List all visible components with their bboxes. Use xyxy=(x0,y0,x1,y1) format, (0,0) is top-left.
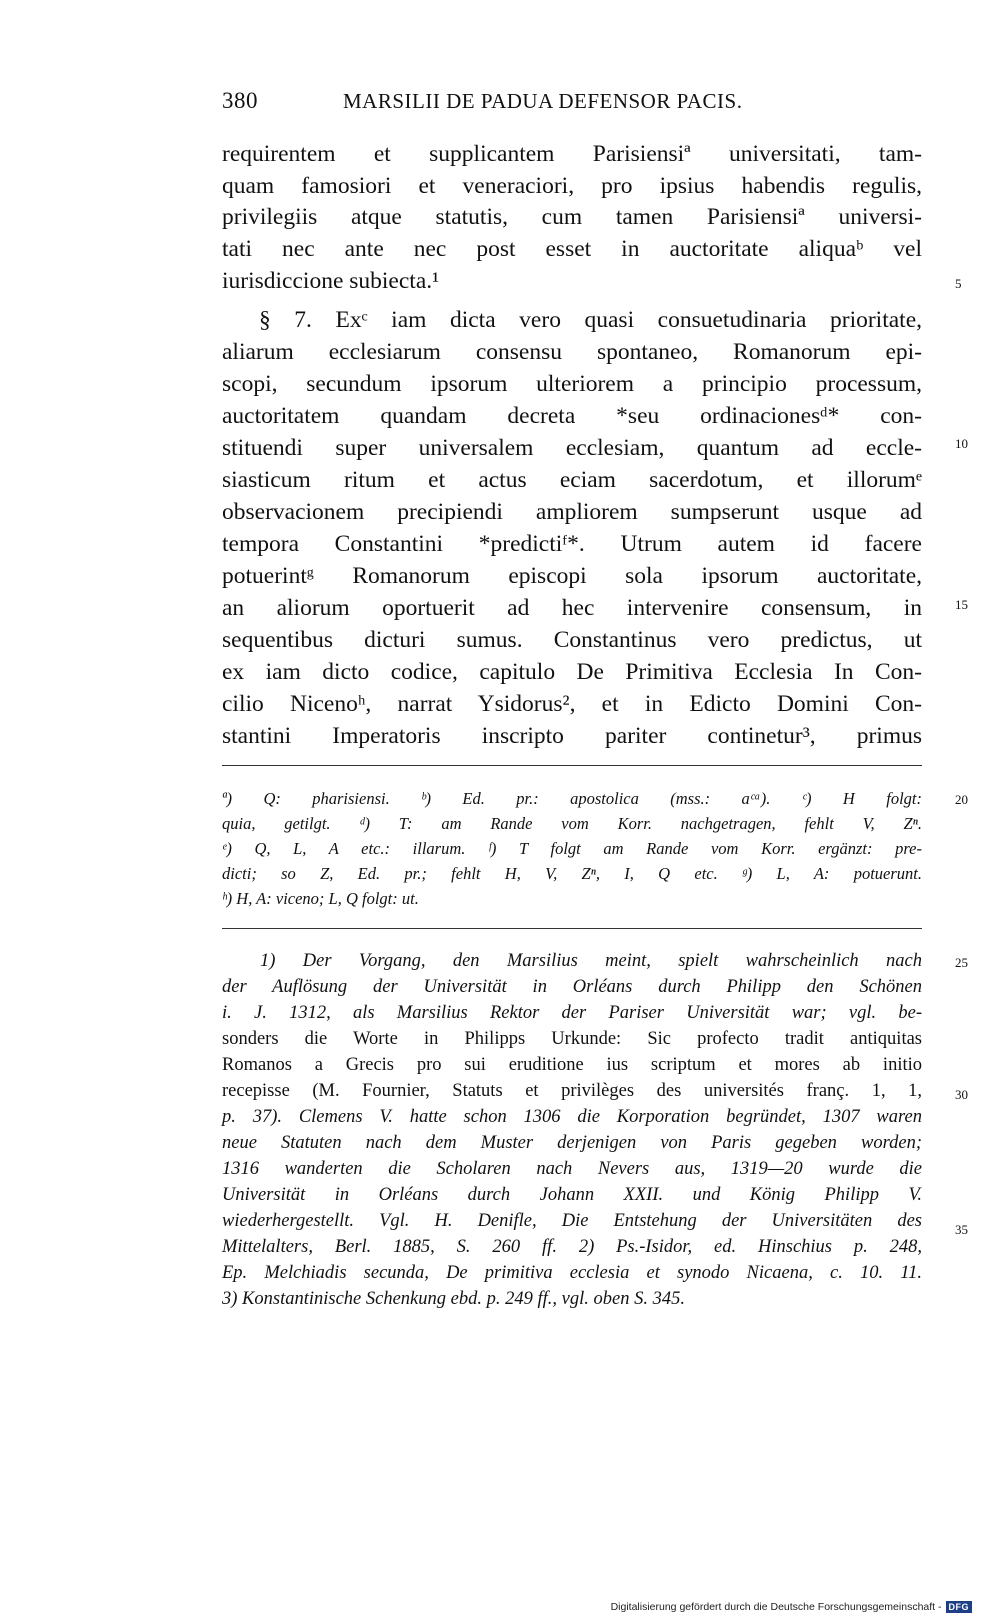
text-line: siasticum ritum et actus eciam sacerdotum, et illorumᵉ xyxy=(222,467,922,493)
text-line: sequentibus dicturi sumus. Constantinus vero predictus, ut xyxy=(222,627,922,653)
commentary-line: Mittelalters, Berl. 1885, S. 260 ff. 2) Ps.-Isidor, ed. Hinschius p. 248, xyxy=(222,1237,922,1257)
text-line: tempora Constantini *predictiᶠ*. Utrum autem id facere xyxy=(222,531,922,557)
commentary-line: wiederhergestellt. Vgl. H. Denifle, Die Entstehung der Universitäten des xyxy=(222,1211,922,1231)
text-line: § 7. Exᶜ iam dicta vero quasi consuetudinaria prioritate, xyxy=(259,307,922,333)
variant-note-line: ʰ) H, A: viceno; L, Q folgt: ut. xyxy=(222,889,419,908)
text-line: quam famosiori et veneraciori, pro ipsius habendis regulis, xyxy=(222,173,922,199)
credit-text: Digitalisierung gefördert durch die Deutsche Forschungsgemeinschaft - xyxy=(610,1601,942,1613)
line-number: 20 xyxy=(955,792,968,807)
commentary-line: Universität in Orléans durch Johann XXII. und König Philipp V. xyxy=(222,1185,922,1205)
text-line: auctoritatem quandam decreta *seu ordinacionesᵈ* con- xyxy=(222,403,922,429)
commentary-line: 1) Der Vorgang, den Marsilius meint, spielt wahrscheinlich nach xyxy=(260,951,922,971)
commentary-line: Romanos a Grecis pro sui eruditione ius scriptum et mores ab initio xyxy=(222,1055,922,1075)
text-line: stituendi super universalem ecclesiam, quantum ad eccle- xyxy=(222,435,922,461)
commentary-line: Ep. Melchiadis secunda, De primitiva ecclesia et synodo Nicaena, c. 10. 11. xyxy=(222,1263,922,1283)
text-line: requirentem et supplicantem Parisiensiª universitati, tam- xyxy=(222,141,922,167)
text-line: an aliorum oportuerit ad hec intervenire consensum, in xyxy=(222,595,922,621)
commentary-line: 3) Konstantinische Schenkung ebd. p. 249 ff., vgl. oben S. 345. xyxy=(222,1289,685,1309)
line-number: 10 xyxy=(955,436,968,451)
commentary-line: p. 37). Clemens V. hatte schon 1306 die Korporation begründet, 1307 waren xyxy=(222,1107,922,1127)
page-number: 380 xyxy=(222,88,258,113)
commentary-line: neue Statuten nach dem Muster derjenigen von Paris gegeben worden; xyxy=(222,1133,922,1153)
text-line: privilegiis atque statutis, cum tamen Parisiensiª universi- xyxy=(222,204,922,230)
line-number: 5 xyxy=(955,276,962,291)
digitization-credit xyxy=(611,1601,972,1613)
commentary-line: der Auflösung der Universität in Orléans durch Philipp den Schönen xyxy=(222,977,922,997)
text-line: aliarum ecclesiarum consensu spontaneo, Romanorum epi- xyxy=(222,339,922,365)
commentary-line: 1316 wanderten die Scholaren nach Nevers aus, 1319—20 wurde die xyxy=(222,1159,922,1179)
text-line: scopi, secundum ipsorum ulteriorem a principio processum, xyxy=(222,371,922,397)
line-number: 25 xyxy=(955,955,968,970)
text-line: observacionem precipiendi ampliorem sumpserunt usque ad xyxy=(222,499,922,525)
line-number: 35 xyxy=(955,1222,968,1237)
text-line: cilio Nicenoʰ, narrat Ysidorus², et in Edicto Domini Con- xyxy=(222,691,922,717)
text-line: stantini Imperatoris inscripto pariter continetur³, primus xyxy=(222,723,922,749)
text-line: potuerintᵍ Romanorum episcopi sola ipsorum auctoritate, xyxy=(222,563,922,589)
commentary-line: i. J. 1312, als Marsilius Rektor der Pariser Universität war; vgl. be- xyxy=(222,1003,922,1023)
variant-note-line: ª) Q: pharisiensi. ᵇ) Ed. pr.: apostolica (mss.: aᶜᵃ). ᶜ) H folgt: xyxy=(222,789,922,808)
commentary-line: recepisse (M. Fournier, Statuts et privilèges des universités franç. 1, 1, xyxy=(222,1081,922,1101)
text-line: iurisdiccione subiecta.¹ xyxy=(222,268,440,294)
line-number: 15 xyxy=(955,597,968,612)
text-line: ex iam dicto codice, capitulo De Primitiva Ecclesia In Con- xyxy=(222,659,922,685)
variant-note-line: ᵉ) Q, L, A etc.: illarum. ᶠ) T folgt am Rande vom Korr. ergänzt: pre- xyxy=(222,839,922,858)
variant-note-line: quia, getilgt. ᵈ) T: am Rande vom Korr. nachgetragen, fehlt V, Zⁿ. xyxy=(222,814,922,833)
text-line: tati nec ante nec post esset in auctoritate aliquaᵇ vel xyxy=(222,236,922,262)
commentary-divider xyxy=(222,928,922,929)
running-title: MARSILII DE PADUA DEFENSOR PACIS. xyxy=(343,89,743,113)
footnote-divider xyxy=(222,765,922,766)
line-number: 30 xyxy=(955,1087,968,1102)
dfg-logo: DFG xyxy=(946,1601,973,1613)
page-header xyxy=(222,88,922,128)
commentary-line: sonders die Worte in Philipps Urkunde: Sic profecto tradit antiquitas xyxy=(222,1029,922,1049)
variant-note-line: dicti; so Z, Ed. pr.; fehlt H, V, Zⁿ, I, Q etc. ᵍ) L, A: potuerunt. xyxy=(222,864,922,883)
